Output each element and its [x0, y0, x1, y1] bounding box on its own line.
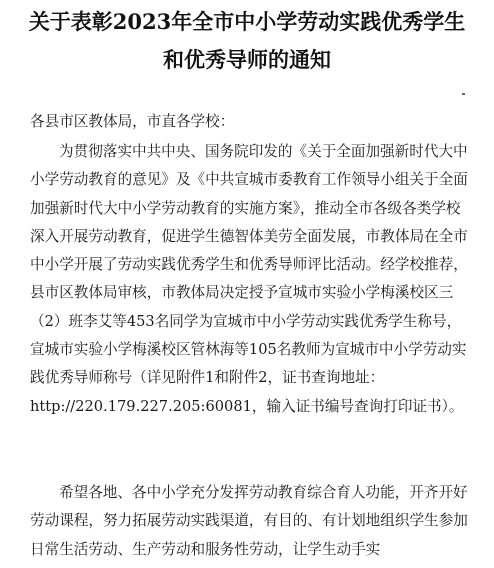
- body-paragraph-2: 希望各地、各中小学充分发挥劳动教育综合育人功能，开齐开好劳动课程，努力拓展劳动实践渠道，有目的、有计划地组织学生参加日常生活劳动、生产劳动和服务性劳动，让学生动手实: [30, 484, 468, 558]
- salutation: 各县市区教体局，市直各学校：: [30, 113, 235, 130]
- body-paragraph-1: 为贯彻落实中共中央、国务院印发的《关于全面加强新时代大中小学劳动教育的意见》及《中共宣城市委教育工作领导小组关于全面加强新时代大中小学劳动教育的实施方案》，推动全市各级各类学校深入开展劳动教育，促进学生德智体美劳全面发展，市教体局在全市中小学开展了劳动实践优秀学生和优秀导师评比活动。经学校推荐，县市区教体局审核，市教体局决定授予宣城市实验小学梅溪校区三（2）班李艾等453名同学为宣城市中小学劳动实践优秀学生称号，宣城市实验小学梅溪校区管林海等105名教师为宣城市中小学劳动实践优秀导师称号（详见附件1和附件2，证书查询地址：http://220.179.227.205:60081，输入证书编号查询打印证书）。: [30, 143, 468, 415]
- document-title-line1: 关于表彰2023年全市中小学劳动实践优秀学生: [28, 9, 466, 34]
- scan-speck: [462, 93, 465, 95]
- document-title-line2: 和优秀导师的通知: [163, 47, 331, 72]
